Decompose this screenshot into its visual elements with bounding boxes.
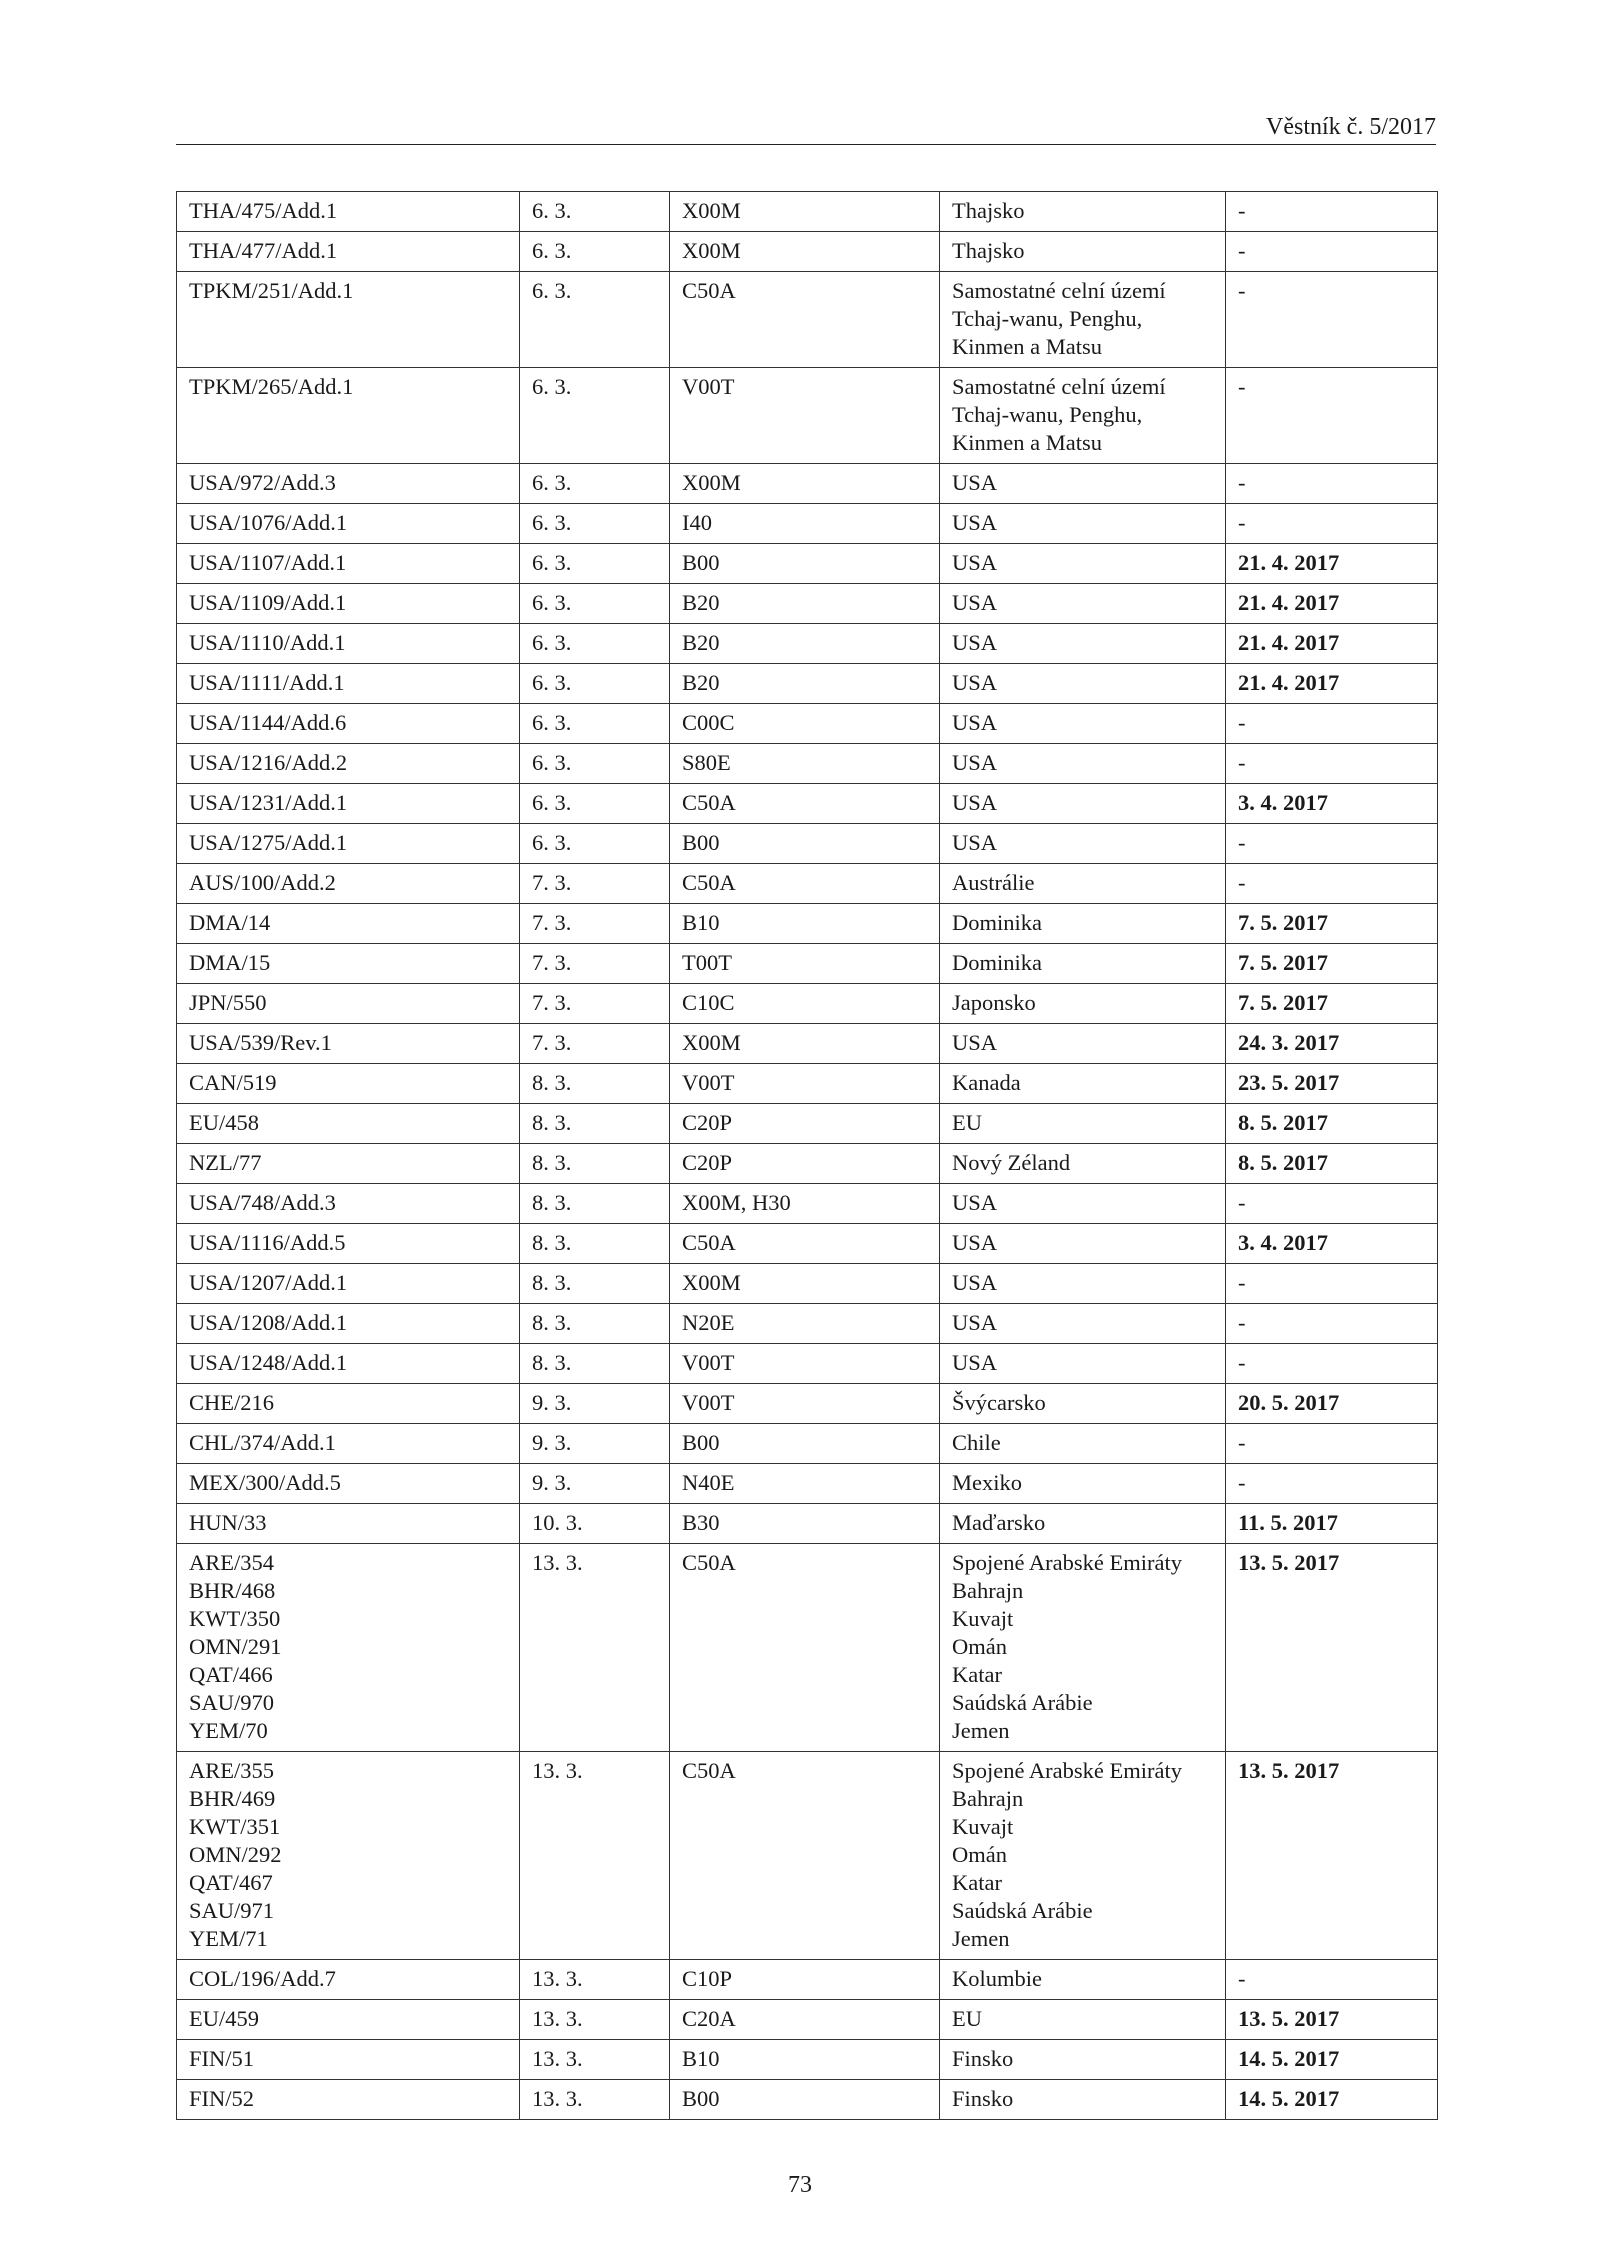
code-cell: C20A xyxy=(670,2000,940,2040)
code-cell: B10 xyxy=(670,904,940,944)
deadline-cell: - xyxy=(1226,232,1438,272)
country-cell: Austrálie xyxy=(940,864,1226,904)
date-cell: 8. 3. xyxy=(520,1344,670,1384)
deadline-cell: - xyxy=(1226,744,1438,784)
country-cell: EU xyxy=(940,1104,1226,1144)
code-cell: C10C xyxy=(670,984,940,1024)
document-symbol-cell: USA/1207/Add.1 xyxy=(177,1264,520,1304)
table-row xyxy=(177,624,1438,664)
code-cell: B20 xyxy=(670,584,940,624)
code-cell: B00 xyxy=(670,1424,940,1464)
code-cell: C50A xyxy=(670,1224,940,1264)
date-cell: 8. 3. xyxy=(520,1304,670,1344)
table-row xyxy=(177,2080,1438,2120)
table-row xyxy=(177,904,1438,944)
document-symbol-cell: USA/1110/Add.1 xyxy=(177,624,520,664)
table-row xyxy=(177,1224,1438,1264)
country-cell: USA xyxy=(940,784,1226,824)
document-symbol-cell: AUS/100/Add.2 xyxy=(177,864,520,904)
document-symbol-cell: ARE/355 BHR/469 KWT/351 OMN/292 QAT/467 SAU/971 YEM/71 xyxy=(177,1752,520,1960)
document-symbol-cell: THA/475/Add.1 xyxy=(177,192,520,232)
table-row xyxy=(177,464,1438,504)
deadline-cell: - xyxy=(1226,1184,1438,1224)
table-row xyxy=(177,704,1438,744)
country-cell: Samostatné celní území Tchaj-wanu, Penghu, Kinmen a Matsu xyxy=(940,272,1226,368)
table-row xyxy=(177,1424,1438,1464)
deadline-cell: 14. 5. 2017 xyxy=(1226,2080,1438,2120)
country-cell: Spojené Arabské Emiráty Bahrajn Kuvajt Omán Katar Saúdská Arábie Jemen xyxy=(940,1752,1226,1960)
code-cell: B20 xyxy=(670,624,940,664)
document-symbol-cell: USA/1107/Add.1 xyxy=(177,544,520,584)
page-header xyxy=(176,112,1436,145)
document-symbol-cell: USA/1144/Add.6 xyxy=(177,704,520,744)
code-cell: C00C xyxy=(670,704,940,744)
table-row xyxy=(177,504,1438,544)
table-row xyxy=(177,1384,1438,1424)
deadline-cell: - xyxy=(1226,504,1438,544)
code-cell: X00M xyxy=(670,1024,940,1064)
date-cell: 6. 3. xyxy=(520,664,670,704)
date-cell: 6. 3. xyxy=(520,504,670,544)
document-symbol-cell: DMA/15 xyxy=(177,944,520,984)
deadline-cell: 8. 5. 2017 xyxy=(1226,1104,1438,1144)
deadline-cell: 7. 5. 2017 xyxy=(1226,984,1438,1024)
country-cell: Švýcarsko xyxy=(940,1384,1226,1424)
country-cell: USA xyxy=(940,464,1226,504)
journal-title: Věstník č. 5/2017 xyxy=(1266,114,1436,140)
date-cell: 8. 3. xyxy=(520,1104,670,1144)
country-cell: USA xyxy=(940,1344,1226,1384)
code-cell: C20P xyxy=(670,1144,940,1184)
table-row xyxy=(177,368,1438,464)
document-symbol-cell: USA/1216/Add.2 xyxy=(177,744,520,784)
document-symbol-cell: THA/477/Add.1 xyxy=(177,232,520,272)
table-row xyxy=(177,984,1438,1024)
code-cell: B20 xyxy=(670,664,940,704)
document-symbol-cell: CAN/519 xyxy=(177,1064,520,1104)
date-cell: 6. 3. xyxy=(520,464,670,504)
table-row xyxy=(177,192,1438,232)
date-cell: 13. 3. xyxy=(520,2040,670,2080)
table-row xyxy=(177,1064,1438,1104)
country-cell: Chile xyxy=(940,1424,1226,1464)
date-cell: 13. 3. xyxy=(520,1752,670,1960)
document-symbol-cell: CHE/216 xyxy=(177,1384,520,1424)
date-cell: 9. 3. xyxy=(520,1464,670,1504)
code-cell: C20P xyxy=(670,1104,940,1144)
country-cell: USA xyxy=(940,744,1226,784)
date-cell: 10. 3. xyxy=(520,1504,670,1544)
date-cell: 9. 3. xyxy=(520,1384,670,1424)
table-row xyxy=(177,2000,1438,2040)
country-cell: USA xyxy=(940,544,1226,584)
document-symbol-cell: CHL/374/Add.1 xyxy=(177,1424,520,1464)
code-cell: V00T xyxy=(670,1064,940,1104)
deadline-cell: 7. 5. 2017 xyxy=(1226,944,1438,984)
country-cell: USA xyxy=(940,1304,1226,1344)
date-cell: 6. 3. xyxy=(520,272,670,368)
document-symbol-cell: USA/1248/Add.1 xyxy=(177,1344,520,1384)
code-cell: I40 xyxy=(670,504,940,544)
deadline-cell: 3. 4. 2017 xyxy=(1226,1224,1438,1264)
date-cell: 13. 3. xyxy=(520,1544,670,1752)
country-cell: Finsko xyxy=(940,2080,1226,2120)
table-row xyxy=(177,784,1438,824)
table-row xyxy=(177,1464,1438,1504)
deadline-cell: 3. 4. 2017 xyxy=(1226,784,1438,824)
date-cell: 6. 3. xyxy=(520,584,670,624)
country-cell: Maďarsko xyxy=(940,1504,1226,1544)
document-symbol-cell: FIN/51 xyxy=(177,2040,520,2080)
document-symbol-cell: USA/1116/Add.5 xyxy=(177,1224,520,1264)
table-row xyxy=(177,1184,1438,1224)
deadline-cell: - xyxy=(1226,1304,1438,1344)
document-symbol-cell: USA/539/Rev.1 xyxy=(177,1024,520,1064)
document-symbol-cell: DMA/14 xyxy=(177,904,520,944)
date-cell: 6. 3. xyxy=(520,232,670,272)
deadline-cell: 13. 5. 2017 xyxy=(1226,2000,1438,2040)
code-cell: X00M, H30 xyxy=(670,1184,940,1224)
code-cell: X00M xyxy=(670,1264,940,1304)
date-cell: 6. 3. xyxy=(520,744,670,784)
deadline-cell: 8. 5. 2017 xyxy=(1226,1144,1438,1184)
country-cell: USA xyxy=(940,584,1226,624)
table-row xyxy=(177,232,1438,272)
code-cell: C50A xyxy=(670,784,940,824)
country-cell: Kanada xyxy=(940,1064,1226,1104)
deadline-cell: - xyxy=(1226,1424,1438,1464)
date-cell: 8. 3. xyxy=(520,1264,670,1304)
date-cell: 8. 3. xyxy=(520,1144,670,1184)
deadline-cell: 21. 4. 2017 xyxy=(1226,624,1438,664)
country-cell: USA xyxy=(940,1224,1226,1264)
country-cell: USA xyxy=(940,504,1226,544)
deadline-cell: 13. 5. 2017 xyxy=(1226,1752,1438,1960)
document-symbol-cell: USA/1109/Add.1 xyxy=(177,584,520,624)
document-symbol-cell: TPKM/251/Add.1 xyxy=(177,272,520,368)
document-symbol-cell: USA/1231/Add.1 xyxy=(177,784,520,824)
table-row xyxy=(177,664,1438,704)
country-cell: Dominika xyxy=(940,944,1226,984)
date-cell: 6. 3. xyxy=(520,192,670,232)
deadline-cell: 11. 5. 2017 xyxy=(1226,1504,1438,1544)
document-symbol-cell: COL/196/Add.7 xyxy=(177,1960,520,2000)
deadline-cell: - xyxy=(1226,1264,1438,1304)
code-cell: X00M xyxy=(670,464,940,504)
country-cell: USA xyxy=(940,824,1226,864)
date-cell: 6. 3. xyxy=(520,368,670,464)
table-row xyxy=(177,272,1438,368)
country-cell: USA xyxy=(940,664,1226,704)
date-cell: 6. 3. xyxy=(520,784,670,824)
date-cell: 13. 3. xyxy=(520,2000,670,2040)
document-symbol-cell: ARE/354 BHR/468 KWT/350 OMN/291 QAT/466 SAU/970 YEM/70 xyxy=(177,1544,520,1752)
deadline-cell: - xyxy=(1226,1344,1438,1384)
table-row xyxy=(177,544,1438,584)
code-cell: B00 xyxy=(670,824,940,864)
deadline-cell: 13. 5. 2017 xyxy=(1226,1544,1438,1752)
document-symbol-cell: MEX/300/Add.5 xyxy=(177,1464,520,1504)
date-cell: 7. 3. xyxy=(520,904,670,944)
country-cell: Nový Zéland xyxy=(940,1144,1226,1184)
country-cell: Thajsko xyxy=(940,192,1226,232)
deadline-cell: 7. 5. 2017 xyxy=(1226,904,1438,944)
country-cell: USA xyxy=(940,624,1226,664)
code-cell: V00T xyxy=(670,1344,940,1384)
deadline-cell: - xyxy=(1226,464,1438,504)
deadline-cell: 21. 4. 2017 xyxy=(1226,544,1438,584)
date-cell: 7. 3. xyxy=(520,984,670,1024)
table-row xyxy=(177,1344,1438,1384)
document-symbol-cell: HUN/33 xyxy=(177,1504,520,1544)
country-cell: Kolumbie xyxy=(940,1960,1226,2000)
country-cell: USA xyxy=(940,1184,1226,1224)
table-row xyxy=(177,824,1438,864)
country-cell: USA xyxy=(940,704,1226,744)
deadline-cell: 14. 5. 2017 xyxy=(1226,2040,1438,2080)
document-symbol-cell: EU/459 xyxy=(177,2000,520,2040)
deadline-cell: - xyxy=(1226,368,1438,464)
code-cell: T00T xyxy=(670,944,940,984)
deadline-cell: 23. 5. 2017 xyxy=(1226,1064,1438,1104)
date-cell: 7. 3. xyxy=(520,864,670,904)
deadline-cell: - xyxy=(1226,192,1438,232)
deadline-cell: 20. 5. 2017 xyxy=(1226,1384,1438,1424)
code-cell: V00T xyxy=(670,368,940,464)
deadline-cell: 21. 4. 2017 xyxy=(1226,584,1438,624)
document-symbol-cell: TPKM/265/Add.1 xyxy=(177,368,520,464)
deadline-cell: - xyxy=(1226,272,1438,368)
date-cell: 8. 3. xyxy=(520,1184,670,1224)
document-symbol-cell: USA/1111/Add.1 xyxy=(177,664,520,704)
date-cell: 6. 3. xyxy=(520,824,670,864)
table-row xyxy=(177,1960,1438,2000)
code-cell: N40E xyxy=(670,1464,940,1504)
code-cell: N20E xyxy=(670,1304,940,1344)
code-cell: S80E xyxy=(670,744,940,784)
deadline-cell: 21. 4. 2017 xyxy=(1226,664,1438,704)
country-cell: Finsko xyxy=(940,2040,1226,2080)
document-symbol-cell: USA/748/Add.3 xyxy=(177,1184,520,1224)
country-cell: Japonsko xyxy=(940,984,1226,1024)
table-row xyxy=(177,744,1438,784)
code-cell: X00M xyxy=(670,192,940,232)
code-cell: C50A xyxy=(670,1544,940,1752)
date-cell: 8. 3. xyxy=(520,1224,670,1264)
date-cell: 6. 3. xyxy=(520,624,670,664)
deadline-cell: - xyxy=(1226,864,1438,904)
table-row xyxy=(177,1504,1438,1544)
date-cell: 9. 3. xyxy=(520,1424,670,1464)
deadline-cell: 24. 3. 2017 xyxy=(1226,1024,1438,1064)
document-symbol-cell: USA/1208/Add.1 xyxy=(177,1304,520,1344)
code-cell: C50A xyxy=(670,864,940,904)
document-symbol-cell: JPN/550 xyxy=(177,984,520,1024)
table-row xyxy=(177,944,1438,984)
document-symbol-cell: FIN/52 xyxy=(177,2080,520,2120)
country-cell: USA xyxy=(940,1024,1226,1064)
code-cell: V00T xyxy=(670,1384,940,1424)
document-symbol-cell: USA/1076/Add.1 xyxy=(177,504,520,544)
document-symbol-cell: USA/1275/Add.1 xyxy=(177,824,520,864)
table-row xyxy=(177,1264,1438,1304)
notifications-table xyxy=(176,191,1438,2120)
document-symbol-cell: EU/458 xyxy=(177,1104,520,1144)
table-row xyxy=(177,584,1438,624)
code-cell: B00 xyxy=(670,544,940,584)
document-symbol-cell: USA/972/Add.3 xyxy=(177,464,520,504)
document-symbol-cell: NZL/77 xyxy=(177,1144,520,1184)
page-number: 73 xyxy=(788,2172,812,2198)
date-cell: 6. 3. xyxy=(520,544,670,584)
code-cell: B30 xyxy=(670,1504,940,1544)
date-cell: 13. 3. xyxy=(520,2080,670,2120)
code-cell: C50A xyxy=(670,272,940,368)
deadline-cell: - xyxy=(1226,1464,1438,1504)
code-cell: X00M xyxy=(670,232,940,272)
table-row xyxy=(177,1304,1438,1344)
deadline-cell: - xyxy=(1226,1960,1438,2000)
date-cell: 13. 3. xyxy=(520,1960,670,2000)
code-cell: B10 xyxy=(670,2040,940,2080)
table-row xyxy=(177,864,1438,904)
table-row xyxy=(177,2040,1438,2080)
table-row xyxy=(177,1104,1438,1144)
country-cell: EU xyxy=(940,2000,1226,2040)
code-cell: C50A xyxy=(670,1752,940,1960)
deadline-cell: - xyxy=(1226,704,1438,744)
table-row xyxy=(177,1144,1438,1184)
deadline-cell: - xyxy=(1226,824,1438,864)
table-row xyxy=(177,1752,1438,1960)
country-cell: Dominika xyxy=(940,904,1226,944)
date-cell: 6. 3. xyxy=(520,704,670,744)
country-cell: Mexiko xyxy=(940,1464,1226,1504)
date-cell: 7. 3. xyxy=(520,1024,670,1064)
country-cell: Thajsko xyxy=(940,232,1226,272)
date-cell: 7. 3. xyxy=(520,944,670,984)
code-cell: C10P xyxy=(670,1960,940,2000)
country-cell: Samostatné celní území Tchaj-wanu, Penghu, Kinmen a Matsu xyxy=(940,368,1226,464)
date-cell: 8. 3. xyxy=(520,1064,670,1104)
code-cell: B00 xyxy=(670,2080,940,2120)
country-cell: USA xyxy=(940,1264,1226,1304)
table-row xyxy=(177,1544,1438,1752)
table-row xyxy=(177,1024,1438,1064)
country-cell: Spojené Arabské Emiráty Bahrajn Kuvajt Omán Katar Saúdská Arábie Jemen xyxy=(940,1544,1226,1752)
